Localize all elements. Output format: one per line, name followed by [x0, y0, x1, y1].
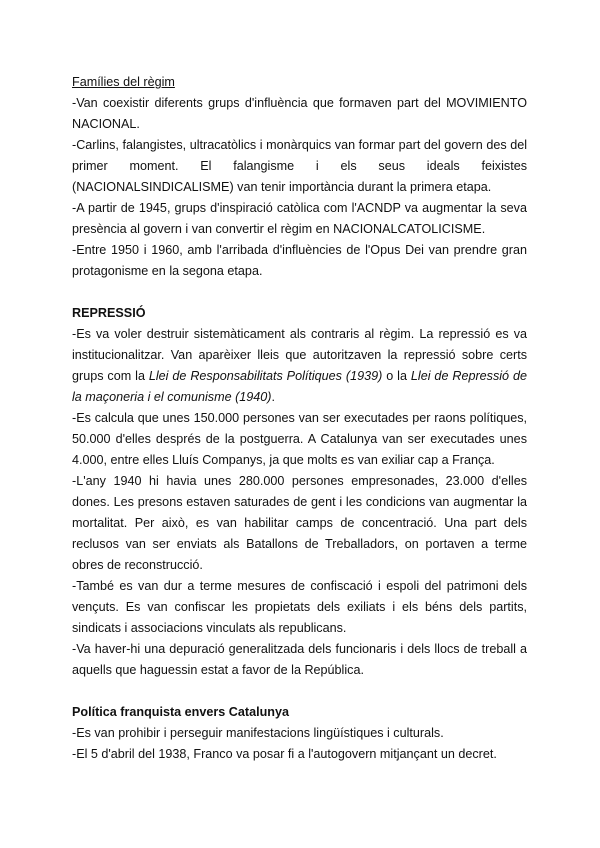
spacer: [72, 282, 527, 303]
paragraph: -Entre 1950 i 1960, amb l'arribada d'influències de l'Opus Dei van prendre gran protagonisme en la segona etapa.: [72, 243, 527, 278]
text-run: -Es va voler destruir sistemàticament als contraris al règim. La repressió es va institucionalitzar. Van aparèixer lleis que autoritzaven la repressió sobre certs grups com la: [72, 327, 527, 383]
paragraph: -A partir de 1945, grups d'inspiració catòlica com l'ACNDP va augmentar la seva presència al govern i van convertir el règim en NACIONALCATOLICISME.: [72, 201, 527, 236]
paragraph: -Es van prohibir i perseguir manifestacions lingüístiques i culturals.: [72, 726, 444, 740]
law-title: Llei de Responsabilitats Polítiques (1939): [148, 369, 383, 383]
law-title: Llei de Repressió de la maçoneria i el comunisme (1940): [72, 369, 527, 404]
paragraph: -Carlins, falangistes, ultracatòlics i monàrquics van formar part del govern des del primer moment. El falangisme i els seus ideals feixistes (NACIONALSINDICALISME) van tenir importància durant la primera etapa.: [72, 138, 527, 194]
paragraph: -Van coexistir diferents grups d'influència que formaven part del MOVIMIENTO NACIONAL.: [72, 96, 527, 131]
paragraph-with-laws: [72, 324, 527, 408]
paragraph: -El 5 d'abril del 1938, Franco va posar fi a l'autogovern mitjançant un decret.: [72, 747, 497, 761]
text-run: o la: [382, 369, 411, 383]
spacer: [72, 681, 527, 702]
paragraph: -Va haver-hi una depuració generalitzada dels funcionaris i dels llocs de treball a aquells que haguessin estat a favor de la República.: [72, 642, 527, 677]
paragraph: -L'any 1940 hi havia unes 280.000 persones empresonades, 23.000 d'elles dones. Les presons estaven saturades de gent i les condicions van augmentar la mortalitat. Per això, es van habilitar camps de concentració. Una part dels reclusos van ser enviats als Batallons de Treballadors, on portaven a terme obres de reconstrucció.: [72, 474, 527, 572]
text-run: .: [271, 390, 275, 404]
paragraph: -També es van dur a terme mesures de confiscació i espoli del patrimoni dels vençuts. Es van confiscar les propietats dels exiliats i els béns dels partits, sindicats i associacions vinculats als republicans.: [72, 579, 527, 635]
section-heading-politica: Política franquista envers Catalunya: [72, 705, 289, 719]
section-heading-repressio: REPRESSIÓ: [72, 306, 146, 320]
section-heading-families: Famílies del règim: [72, 75, 175, 89]
paragraph: -Es calcula que unes 150.000 persones van ser executades per raons polítiques, 50.000 d'elles després de la postguerra. A Catalunya van ser executades unes 4.000, entre elles Lluís Companys, ja que molts es van exiliar cap a França.: [72, 411, 527, 467]
